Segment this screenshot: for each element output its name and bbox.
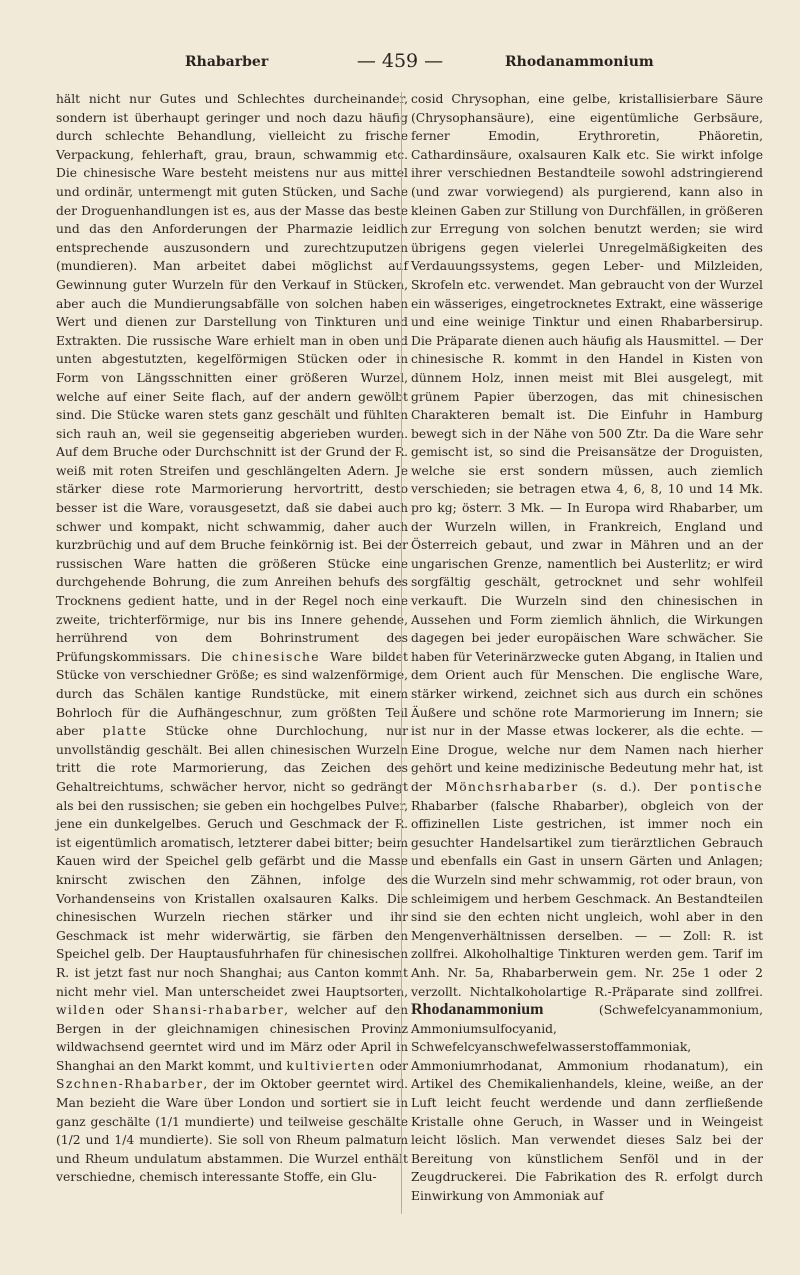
text-run: (s. d.). Der: [578, 779, 690, 794]
text-run: , der im Oktober geerntet wird. Man bezieht die Ware über London und sortiert sie in ganz geschälte (1/1 mundierte) und teilweise geschälte (1/2 und 1/4 mundierte). Sie soll von Rheum palmatum und Rheum undulatum abstammen. Die Wurzel enthält verschiedne, chemisch interessante Stoffe, ein Glu-: [56, 1077, 408, 1185]
text-run: Stücke ohne Durchlochung, nur unvollständig geschält. Bei allen chinesischen Wurzeln tritt die rote Marmorierung, das Zeichen des Gehaltreichtums, schwächer hervor, nicht so gedrängt als bei den russischen; sie geben ein hochgelbes Pulver, jene ein dunkelgelbes. Geruch und Geschmack der R. ist eigentümlich aromatisch, letzterer dabei bitter; beim Kauen wird der Speichel gelb gefärbt und die Masse knirscht zwischen den Zähnen, infolge des Vorhandenseins von Kristallen oxalsauren Kalks. Die chinesischen Wurzeln riechen stärker und ihr Geschmack ist mehr widerwärtig, sie färben den Speichel gelb. Der Hauptausfuhrhafen für chinesischen R. ist jetzt fast nur noch Shanghai; aus Canton kommt nicht mehr viel. Man unterscheidet zwei Hauptsorten,: [56, 724, 408, 999]
text-run: oder: [105, 1003, 153, 1018]
column-divider: [401, 92, 402, 1214]
left-column: [56, 90, 408, 1187]
spaced-term: Mönchsrhabarber: [445, 779, 579, 794]
spaced-term: Szchnen-Rhabarber: [56, 1077, 204, 1092]
spaced-term: kultivierten: [286, 1058, 376, 1073]
text-run: cosid Chrysophan, eine gelbe, kristallisierbare Säure (Chrysophansäure), eine eigentümliche Gerbsäure, ferner Emodin, Erythroretin, Phäoretin, Cathardinsäure, oxalsauren Kalk etc. Sie wirkt infolge ihrer verschiednen Bestandteile sowohl adstringierend (und zwar vorwiegend) als purgierend, kann also in kleinen Gaben zur Stillung von Durchfällen, in größeren zur Erregung von solchen benutzt werden; sie wird übrigens gegen vielerlei Unregelmäßigkeiten des Verdauungssystems, gegen Leber- und Milzleiden, Skrofeln etc. verwendet. Man gebraucht von der Wurzel ein wässeriges, eingetrocknetes Extrakt, eine wässerige und eine weinige Tinktur und einen Rhabarbersirup. Die Präparate dienen auch häufig als Hausmittel. — Der chinesische R. kommt in den Handel in Kisten von dünnem Holz, innen meist mit Blei ausgelegt, mit grünem Papier überzogen, das mit chinesischen Charakteren bemalt ist. Die Einfuhr in Hamburg bewegt sich in der Nähe von 500 Ztr. Da die Ware sehr gemischt ist, so sind die Preisansätze der Droguisten, welche sie erst sondern müssen, auch ziemlich verschieden; sie betragen etwa 4, 6, 8, 10 und 14 Mk. pro kg; österr. 3 Mk. — In Europa wird Rhabarber, um der Wurzeln willen, in Frankreich, England und Österreich gebaut, und zwar in Mähren und an der ungarischen Grenze, namentlich bei Austerlitz; er wird sorgfältig geschält, getrocknet und sehr wohlfeil verkauft. Die Wurzeln sind den chinesischen in Aussehen und Form ziemlich ähnlich, die Wirkungen dagegen bei jeder europäischen Ware schwächer. Sie haben für Veterinärzwecke guten Abgang, in Italien und dem Orient auch für Menschen. Die englische Ware, stärker wirkend, zeichnet sich aus durch ein schönes Äußere und schöne rote Marmorierung im Innern; sie ist nur in der Masse etwas lockerer, als die echte. — Eine Drogue, welche nur dem Namen nach hierher gehört und keine medizinische Bedeutung mehr hat, ist der: [411, 92, 763, 794]
text-run: Ware bildet Stücke von verschiedner Größe; es sind walzenförmige, durch das Schälen kantige Rundstücke, mit einem Bohrloch für die Aufhängeschnur, zum größten Teil aber: [56, 649, 408, 739]
spaced-term: wilden: [56, 1003, 106, 1018]
text-run: oder: [375, 1058, 409, 1073]
running-header: [0, 50, 800, 76]
text-run: hält nicht nur Gutes und Schlechtes durcheinander, sondern ist überhaupt geringer und noch dazu häufig durch schlechte Behandlung, vielleicht zu frische Verpackung, fehlerhaft, grau, braun, schwammig etc. Die chinesische Ware besteht meistens nur aus mittel und ordinär, untermengt mit guten Stücken, und Sache der Droguenhandlungen ist es, aus der Masse das beste und das den Anforderungen der Pharmazie leidlich entsprechende auszusondern und zurechtzuputzen (mundieren). Man arbeitet dabei möglichst auf Gewinnung guter Wurzeln für den Verkauf in Stücken, aber auch die Mundierungsabfälle von solchen haben Wert und dienen zur Darstellung von Tinkturen und Extrakten. Die russische Ware erhielt man in oben und unten abgestutzten, kegelförmigen Stücken oder in Form von Längsschnitten einer größeren Wurzel, welche auf einer Seite flach, auf der andern gewölbt sind. Die Stücke waren stets ganz geschält und fühlten sich rauh an, weil sie gegenseitig abgerieben wurden. Auf dem Bruche oder Durchschnitt ist der Grund der R. weiß mit roten Streifen und geschlängelten Adern. Je stärker diese rote Marmorierung hervortritt, desto besser ist die Ware, vorausgesetzt, daß sie dabei auch schwer und kompakt, nicht schwammig, daher auch kurzbrüchig und auf dem Bruche feinkörnig ist. Bei der russischen Ware hatten die größeren Stücke eine durchgehende Bohrung, die zum Anreihen behufs des Trocknens gedient hatte, und in der Regel noch eine zweite, trichterförmige, nur bis ins Innere gehende, herrührend von dem Bohrinstrument des Prüfungskommissars. Die: [56, 92, 408, 664]
header-right-keyword: Rhodanammonium: [505, 54, 654, 70]
right-column-text: [411, 90, 763, 1206]
page-number: — 459 —: [356, 50, 444, 72]
spaced-term: Shansi-rhabarber: [152, 1003, 285, 1018]
text-run: Rhabarber (falsche Rhabarber), obgleich von der offizinellen Liste gestrichen, ist immer noch ein gesuchter Handelsartikel zum tierärztlichen Gebrauch und ebenfalls ein Gast in unsern Gärten und Anlagen; die Wurzeln sind mehr schwammig, rot oder braun, von schleimigem und herbem Geschmack. An Bestandteilen sind sie den echten nicht ungleich, wohl aber in den Mengenverhältnissen derselben. — — Zoll: R. ist zollfrei. Alkoholhaltige Tinkturen werden gem. Tarif im Anh. Nr. 5a, Rhabarberwein gem. Nr. 25e 1 oder 2 verzollt. Nichtalkoholartige R.-Präparate sind zollfrei.: [411, 798, 763, 999]
entry-headword: Rhodanammonium: [411, 1001, 544, 1019]
right-column: [411, 90, 763, 1206]
text-run: , welcher auf den Bergen in der gleichnamigen chinesischen Provinz wildwachsend geerntet wird und im März oder April in Shanghai an den Markt kommt, und: [56, 1003, 408, 1073]
text-run: (Schwefelcyanammonium, Ammoniumsulfocyanid, Schwefelcyanschwefelwasserstoffammoniak, Ammoniumrhodanat, Ammonium rhodanatum), ein Artikel des Chemikalienhandels, kleine, weiße, an der Luft leicht feucht werdende und dann zerfließende Kristalle ohne Geruch, in Wasser und in Weingeist leicht löslich. Man verwendet dieses Salz bei der Bereitung von künstlichem Senföl und in der Zeugdruckerei. Die Fabrikation des R. erfolgt durch Einwirkung von Ammoniak auf: [411, 1003, 763, 1204]
spaced-term: platte: [102, 724, 148, 739]
header-left-keyword: Rhabarber: [185, 54, 269, 70]
left-column-text: [56, 90, 408, 1187]
spaced-term: chinesische: [232, 649, 320, 664]
spaced-term: pontische: [689, 779, 764, 794]
